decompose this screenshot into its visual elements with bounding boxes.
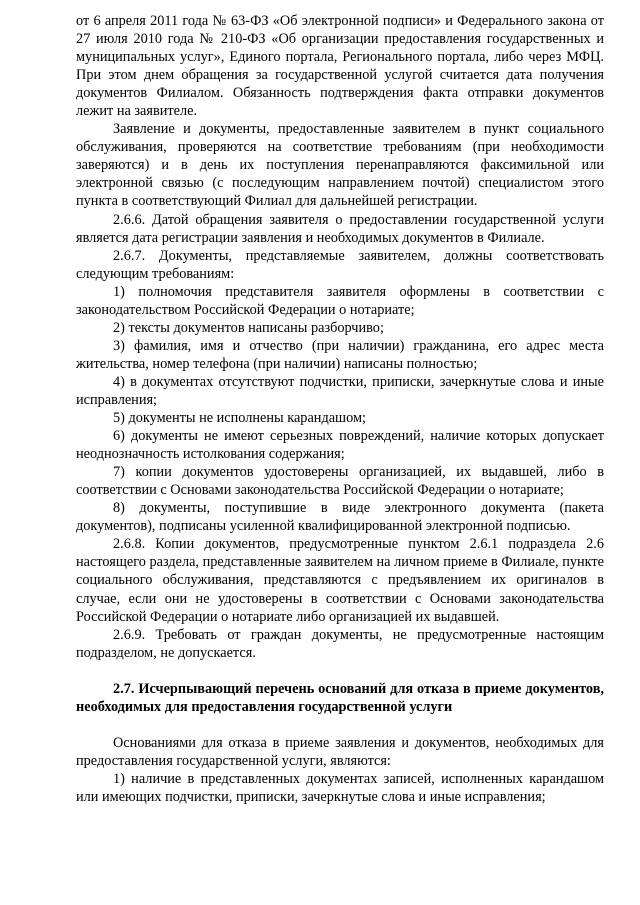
spacer <box>76 716 604 734</box>
paragraph-2-6-6: 2.6.6. Датой обращения заявителя о предоставлении государственной услуги является дата регистрации заявления и необходимых документов в Филиале. <box>76 211 604 246</box>
paragraph-continuation: от 6 апреля 2011 года № 63-ФЗ «Об электронной подписи» и Федерального закона от 27 июля 2010 года № 210-ФЗ «Об организации предоставления государственных и муниципальных услуг», Единого портала, Регионального портала, либо через МФЦ. При этом днем обращения за государственной услугой считается дата получения документов Филиалом. Обязанность подтверждения факта отправки документов лежит на заявителе. <box>76 13 604 120</box>
list-item-8: 8) документы, поступившие в виде электронного документа (пакета документов), подписаны усиленной квалифицированной электронной подписью. <box>76 500 604 535</box>
paragraph-refusal-grounds: Основаниями для отказа в приеме заявления и документов, необходимых для предоставления государственной услуги, являются: <box>76 734 604 769</box>
paragraph-2-6-9: 2.6.9. Требовать от граждан документы, не предусмотренные настоящим подразделом, не допускается. <box>76 626 604 661</box>
list-item-3: 3) фамилия, имя и отчество (при наличии) гражданина, его адрес места жительства, номер телефона (при наличии) написаны полностью; <box>76 337 604 372</box>
list-item-5: 5) документы не исполнены карандашом; <box>113 410 366 427</box>
paragraph-2-6-8: 2.6.8. Копии документов, предусмотренные пунктом 2.6.1 подраздела 2.6 настоящего раздела, представленные заявителем на личном приеме в Филиале, пункте социального обслуживания, представляются с предъявлением их оригиналов в случае, если они не удостоверены в соответствии с Основами законодательства Российской Федерации о нотариате либо организацией их выдавшей. <box>76 536 604 625</box>
list-item-6: 6) документы не имеют серьезных повреждений, наличие которых допускает неоднозначность истолкования содержания; <box>76 428 604 463</box>
list-item-7: 7) копии документов удостоверены организацией, их выдавшей, либо в соответствии с Основами законодательства Российской Федерации о нотариате; <box>76 464 604 499</box>
spacer <box>76 662 604 680</box>
paragraph-2-6-7: 2.6.7. Документы, представляемые заявителем, должны соответствовать следующим требованиям: <box>76 247 604 282</box>
section-heading-2-7: 2.7. Исчерпывающий перечень оснований для отказа в приеме документов, необходимых для предоставления государственной услуги <box>76 680 604 715</box>
document-page <box>76 12 604 806</box>
list-item-1: 1) полномочия представителя заявителя оформлены в соответствии с законодательством Российской Федерации о нотариате; <box>76 283 604 318</box>
list-item-4: 4) в документах отсутствуют подчистки, приписки, зачеркнутые слова и иные исправления; <box>76 373 604 408</box>
refusal-item-1: 1) наличие в представленных документах записей, исполненных карандашом или имеющих подчистки, приписки, зачеркнутые слова и иные исправления; <box>76 770 604 805</box>
list-item-2: 2) тексты документов написаны разборчиво; <box>113 319 384 336</box>
paragraph-application-check: Заявление и документы, предоставленные заявителем в пункт социального обслуживания, проверяются на соответствие требованиям (при необходимости заверяются) и в день их поступления перенаправляются факсимильной или электронной связью (с последующим направлением почтой) специалистом этого пункта в соответствующий Филиал для дальнейшей регистрации. <box>76 121 604 210</box>
